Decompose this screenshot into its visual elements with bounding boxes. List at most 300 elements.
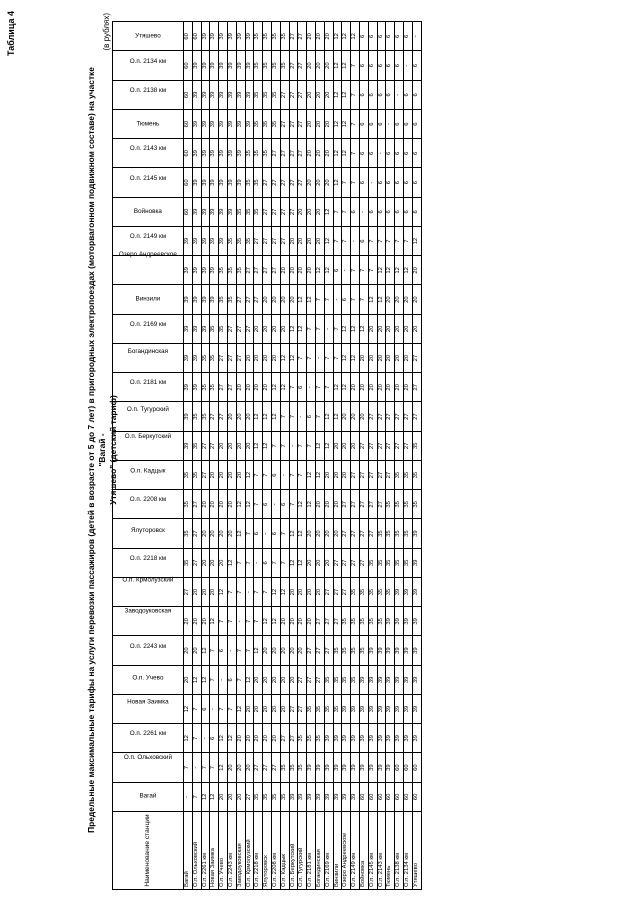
fare-cell: 35 <box>210 314 219 343</box>
fare-cell: 27 <box>236 344 245 373</box>
column-header <box>113 373 184 402</box>
fare-cell: 20 <box>280 665 289 694</box>
fare-cell: 12 <box>368 285 377 314</box>
fare-cell: 39 <box>192 197 201 226</box>
row-station-name: О.п. 2261 км <box>201 812 210 890</box>
fare-cell: 20 <box>236 724 245 753</box>
fare-cell: 20 <box>307 168 316 197</box>
fare-cell: 39 <box>219 227 228 256</box>
fare-cell: 39 <box>227 197 236 226</box>
fare-cell: 7 <box>307 314 316 343</box>
fare-cell: 35 <box>254 110 263 139</box>
fare-cell: 20 <box>236 753 245 782</box>
fare-cell: - <box>201 724 210 753</box>
fare-cell: 39 <box>210 197 219 226</box>
fare-cell: 12 <box>395 256 404 285</box>
column-header <box>113 782 184 811</box>
fare-cell: 6 <box>386 22 395 51</box>
column-header-label: О.п. Тугурский <box>126 405 169 413</box>
fare-cell: 12 <box>298 285 307 314</box>
fare-cell: 35 <box>377 578 386 607</box>
fare-cell: - <box>184 782 193 811</box>
fare-cell: 7 <box>307 431 316 460</box>
row-station-name: О.п. Учево <box>219 812 228 890</box>
fare-cell: 27 <box>377 431 386 460</box>
fare-cell: 27 <box>377 490 386 519</box>
column-header <box>113 431 184 460</box>
fare-cell: 12 <box>351 22 360 51</box>
table-row <box>254 22 263 890</box>
fare-cell: 12 <box>210 607 219 636</box>
fare-cell: 7 <box>351 256 360 285</box>
fare-cell: 12 <box>342 80 351 109</box>
fare-cell: 12 <box>315 256 324 285</box>
row-station-name: Вагай <box>184 812 193 890</box>
fare-cell: 12 <box>245 665 254 694</box>
fare-cell: 20 <box>192 607 201 636</box>
fare-cell: 27 <box>412 344 421 373</box>
fare-cell: 39 <box>377 724 386 753</box>
fare-cell: 20 <box>412 285 421 314</box>
column-header-label: О.п. 2143 км <box>129 145 166 153</box>
fare-cell: 27 <box>236 314 245 343</box>
fare-cell: 60 <box>395 753 404 782</box>
fare-cell: 7 <box>227 695 236 724</box>
fare-cell: 6 <box>359 80 368 109</box>
fare-cell: 12 <box>227 548 236 577</box>
fare-cell: 35 <box>263 22 272 51</box>
fare-cell: 39 <box>403 724 412 753</box>
fare-cell: 39 <box>227 22 236 51</box>
fare-cell: - <box>403 51 412 80</box>
fare-cell: 7 <box>236 548 245 577</box>
fare-cell: 35 <box>412 490 421 519</box>
fare-cell: 20 <box>342 461 351 490</box>
fare-cell: 7 <box>324 373 333 402</box>
fare-cell: 39 <box>184 285 193 314</box>
fare-cell: 6 <box>395 51 404 80</box>
fare-cell: 35 <box>298 724 307 753</box>
title-line-2: Утяшево" (детский тариф) <box>108 395 118 505</box>
table-row <box>368 22 377 890</box>
fare-cell: 12 <box>342 139 351 168</box>
fare-cell: 20 <box>324 168 333 197</box>
column-header-label: О.п. 2134 км <box>129 57 166 65</box>
fare-cell: 6 <box>377 22 386 51</box>
fare-cell: 35 <box>245 168 254 197</box>
fare-cell: - <box>395 80 404 109</box>
fare-cell: 20 <box>245 695 254 724</box>
fare-cell: 12 <box>333 110 342 139</box>
fare-cell: 7 <box>324 285 333 314</box>
fare-cell: 20 <box>298 578 307 607</box>
fare-cell: - <box>368 168 377 197</box>
fare-cell: 20 <box>219 461 228 490</box>
row-station-name: Новая Заимка <box>210 812 219 890</box>
fare-cell: - <box>377 139 386 168</box>
fare-cell: 6 <box>403 168 412 197</box>
fare-cell: 12 <box>289 344 298 373</box>
fare-cell: 12 <box>245 461 254 490</box>
fare-cell: 35 <box>403 548 412 577</box>
fare-cell: 35 <box>403 519 412 548</box>
fare-cell: 12 <box>333 139 342 168</box>
column-header-label: Тюмень <box>136 120 159 128</box>
fare-cell: 7 <box>368 227 377 256</box>
fare-cell: 39 <box>201 51 210 80</box>
row-station-name: О.п. 2145 км <box>368 812 377 890</box>
fare-cell: 12 <box>386 256 395 285</box>
fare-cell: 39 <box>236 51 245 80</box>
fare-cell: 27 <box>377 402 386 431</box>
fare-cell: 27 <box>289 110 298 139</box>
fare-cell: 35 <box>236 256 245 285</box>
fare-cell: 20 <box>359 344 368 373</box>
fare-cell: 39 <box>201 227 210 256</box>
fare-cell: 12 <box>324 197 333 226</box>
fare-cell: 20 <box>403 373 412 402</box>
fare-cell: 39 <box>192 373 201 402</box>
fare-cell: 20 <box>184 607 193 636</box>
fare-cell: 6 <box>307 402 316 431</box>
fare-cell: 39 <box>386 724 395 753</box>
fare-cell: 12 <box>280 344 289 373</box>
fare-cell: 39 <box>219 197 228 226</box>
fare-cell: 39 <box>395 607 404 636</box>
fare-cell: 20 <box>315 139 324 168</box>
fare-cell: 27 <box>324 636 333 665</box>
fare-cell: 6 <box>395 110 404 139</box>
fare-cell: 39 <box>201 197 210 226</box>
fare-cell: 20 <box>263 724 272 753</box>
fare-cell: 39 <box>184 402 193 431</box>
fare-cell: 35 <box>271 22 280 51</box>
fare-cell: 35 <box>289 753 298 782</box>
fare-cell: 6 <box>377 110 386 139</box>
fare-cell: 12 <box>359 314 368 343</box>
fare-cell: 20 <box>254 314 263 343</box>
fare-cell: 27 <box>280 197 289 226</box>
fare-cell: 7 <box>271 431 280 460</box>
fare-cell: - <box>315 344 324 373</box>
fare-cell: 7 <box>219 607 228 636</box>
fare-cell: 20 <box>280 285 289 314</box>
fare-cell: 20 <box>342 431 351 460</box>
fare-cell: 6 <box>368 80 377 109</box>
fare-cell: 20 <box>227 490 236 519</box>
fare-cell: 20 <box>201 578 210 607</box>
header-row <box>113 22 184 890</box>
fare-cell: 27 <box>280 80 289 109</box>
fare-cell: 27 <box>210 431 219 460</box>
fare-cell: 6 <box>386 51 395 80</box>
column-header <box>113 80 184 109</box>
row-station-name: О.п. 2138 км <box>395 812 404 890</box>
fare-cell: 20 <box>263 665 272 694</box>
tariff-table <box>112 21 422 890</box>
rotated-page <box>0 5 630 900</box>
fare-cell: 35 <box>395 548 404 577</box>
fare-cell: 7 <box>351 51 360 80</box>
fare-cell: 39 <box>236 139 245 168</box>
fare-cell: 35 <box>254 139 263 168</box>
fare-cell: - <box>307 373 316 402</box>
fare-cell: 6 <box>333 256 342 285</box>
column-header <box>113 607 184 636</box>
fare-cell: 20 <box>324 139 333 168</box>
fare-cell: 20 <box>254 665 263 694</box>
column-header <box>113 665 184 694</box>
fare-cell: 60 <box>184 80 193 109</box>
fare-cell: 12 <box>307 285 316 314</box>
column-header <box>113 724 184 753</box>
fare-cell: 20 <box>351 431 360 460</box>
fare-cell: 35 <box>333 665 342 694</box>
fare-cell: 20 <box>412 314 421 343</box>
fare-cell: 6 <box>412 80 421 109</box>
fare-cell: 20 <box>403 314 412 343</box>
fare-cell: 12 <box>307 490 316 519</box>
fare-cell: 39 <box>324 782 333 811</box>
fare-cell: 27 <box>351 461 360 490</box>
fare-cell: 27 <box>263 753 272 782</box>
fare-cell: 20 <box>280 636 289 665</box>
fare-cell: 20 <box>307 578 316 607</box>
fare-cell: 35 <box>395 490 404 519</box>
fare-cell: - <box>219 665 228 694</box>
table-row <box>333 22 342 890</box>
table-row <box>342 22 351 890</box>
fare-cell: 39 <box>377 636 386 665</box>
fare-cell: 27 <box>271 753 280 782</box>
fare-cell: 20 <box>359 402 368 431</box>
fare-cell: 35 <box>254 22 263 51</box>
fare-cell: 35 <box>395 519 404 548</box>
row-station-name: О.п. 2134 км <box>403 812 412 890</box>
fare-cell: 39 <box>333 782 342 811</box>
fare-cell: 27 <box>192 548 201 577</box>
fare-cell: 6 <box>386 80 395 109</box>
column-header-label: О.п. Крмолузский <box>121 576 173 584</box>
fare-cell: 39 <box>342 695 351 724</box>
column-header-label: О.п. Учево <box>131 674 164 682</box>
fare-cell: 7 <box>192 695 201 724</box>
fare-cell: 20 <box>280 256 289 285</box>
fare-cell: 7 <box>307 344 316 373</box>
fare-cell: 39 <box>359 724 368 753</box>
fare-cell: 39 <box>386 753 395 782</box>
fare-cell: 27 <box>386 402 395 431</box>
fare-cell: 39 <box>324 753 333 782</box>
table-row <box>236 22 245 890</box>
fare-cell: 20 <box>395 314 404 343</box>
fare-cell: 27 <box>324 607 333 636</box>
fare-cell: 6 <box>377 51 386 80</box>
fare-cell: 20 <box>254 724 263 753</box>
fare-cell: 12 <box>315 431 324 460</box>
fare-cell: 27 <box>412 402 421 431</box>
fare-cell: 27 <box>315 636 324 665</box>
fare-cell: 20 <box>254 344 263 373</box>
fare-cell: 12 <box>245 490 254 519</box>
fare-cell: 20 <box>315 227 324 256</box>
fare-cell: 7 <box>227 607 236 636</box>
fare-cell: 35 <box>263 139 272 168</box>
fare-cell: 27 <box>271 168 280 197</box>
fare-cell: - <box>263 519 272 548</box>
fare-cell: 39 <box>227 168 236 197</box>
fare-cell: 12 <box>403 256 412 285</box>
column-header <box>113 695 184 724</box>
fare-cell: 12 <box>280 373 289 402</box>
fare-cell: 7 <box>210 665 219 694</box>
fare-cell: 39 <box>210 80 219 109</box>
tariff-table-wrap <box>112 22 422 890</box>
fare-cell: 39 <box>184 344 193 373</box>
fare-cell: 39 <box>368 636 377 665</box>
fare-cell: 27 <box>219 373 228 402</box>
fare-cell: 20 <box>219 548 228 577</box>
fare-cell: 20 <box>298 256 307 285</box>
fare-cell: 7 <box>184 753 193 782</box>
fare-cell: 35 <box>403 461 412 490</box>
fare-cell: 35 <box>280 51 289 80</box>
column-header <box>113 51 184 80</box>
fare-cell: 39 <box>386 695 395 724</box>
fare-cell: 35 <box>219 285 228 314</box>
fare-cell: 27 <box>412 373 421 402</box>
fare-cell: 20 <box>271 695 280 724</box>
fare-cell: 35 <box>351 665 360 694</box>
fare-cell: 6 <box>351 197 360 226</box>
fare-cell: - <box>245 578 254 607</box>
fare-cell: 27 <box>315 607 324 636</box>
fare-cell: 7 <box>192 724 201 753</box>
fare-cell: 7 <box>351 285 360 314</box>
fare-cell: 39 <box>201 110 210 139</box>
table-row <box>263 22 272 890</box>
fare-cell: 39 <box>201 256 210 285</box>
column-header-label: О.п. 2149 км <box>129 233 166 241</box>
fare-cell: 27 <box>307 636 316 665</box>
fare-cell: 20 <box>289 607 298 636</box>
fare-cell: 20 <box>289 227 298 256</box>
row-station-name: О.п. 2143 км <box>377 812 386 890</box>
fare-cell: 39 <box>395 636 404 665</box>
fare-cell: 27 <box>210 402 219 431</box>
fare-cell: 7 <box>263 461 272 490</box>
fare-cell: 35 <box>359 636 368 665</box>
fare-cell: 35 <box>315 695 324 724</box>
fare-cell: - <box>227 636 236 665</box>
fare-cell: 39 <box>377 753 386 782</box>
fare-cell: 39 <box>210 22 219 51</box>
fare-cell: 6 <box>412 139 421 168</box>
fare-cell: 7 <box>342 227 351 256</box>
fare-cell: 12 <box>412 227 421 256</box>
fare-cell: 39 <box>324 724 333 753</box>
fare-cell: 6 <box>377 168 386 197</box>
fare-cell: 27 <box>271 227 280 256</box>
fare-cell: 35 <box>236 227 245 256</box>
fare-cell: 35 <box>219 314 228 343</box>
fare-cell: 20 <box>192 578 201 607</box>
fare-cell: 35 <box>386 548 395 577</box>
row-station-name: О.п. 2218 км <box>254 812 263 890</box>
fare-cell: 20 <box>386 285 395 314</box>
fare-cell: 6 <box>201 695 210 724</box>
fare-cell: 39 <box>227 110 236 139</box>
fare-cell: 20 <box>271 724 280 753</box>
fare-cell: 27 <box>184 578 193 607</box>
fare-cell: 7 <box>227 578 236 607</box>
fare-cell: 27 <box>254 256 263 285</box>
row-station-name: О.п. 2181 км <box>307 812 316 890</box>
fare-cell: 20 <box>184 636 193 665</box>
fare-cell: 39 <box>289 782 298 811</box>
row-station-name: О.п. 2149 км <box>351 812 360 890</box>
fare-cell: 20 <box>236 402 245 431</box>
fare-cell: 35 <box>254 168 263 197</box>
fare-cell: 6 <box>403 139 412 168</box>
fare-cell: 7 <box>245 519 254 548</box>
fare-cell: 35 <box>307 724 316 753</box>
fare-cell: 35 <box>271 782 280 811</box>
row-station-name: О.п. Кадцык <box>280 812 289 890</box>
fare-cell: 6 <box>386 197 395 226</box>
column-header <box>113 578 184 607</box>
column-header <box>113 139 184 168</box>
fare-cell: 60 <box>184 22 193 51</box>
fare-cell: 39 <box>210 168 219 197</box>
fare-cell: 7 <box>315 402 324 431</box>
fare-cell: 20 <box>377 344 386 373</box>
fare-cell: 20 <box>210 578 219 607</box>
fare-cell: 27 <box>219 344 228 373</box>
column-header <box>113 285 184 314</box>
fare-cell: 20 <box>210 548 219 577</box>
fare-cell: 12 <box>201 636 210 665</box>
fare-cell: 39 <box>412 636 421 665</box>
fare-cell: 39 <box>219 139 228 168</box>
fare-cell: 39 <box>236 110 245 139</box>
fare-cell: 20 <box>386 344 395 373</box>
fare-cell: 7 <box>403 227 412 256</box>
column-header <box>113 402 184 431</box>
fare-cell: 20 <box>227 753 236 782</box>
fare-cell: 27 <box>280 139 289 168</box>
fare-cell: 20 <box>315 578 324 607</box>
fare-cell: 7 <box>289 461 298 490</box>
fare-cell: 6 <box>412 51 421 80</box>
fare-cell: 27 <box>403 402 412 431</box>
fare-cell: 12 <box>254 431 263 460</box>
fare-cell: 39 <box>395 665 404 694</box>
fare-cell: 39 <box>192 344 201 373</box>
fare-cell: 60 <box>192 22 201 51</box>
column-header <box>113 168 184 197</box>
fare-cell: 39 <box>342 782 351 811</box>
fare-cell: 12 <box>201 782 210 811</box>
fare-cell: 35 <box>192 402 201 431</box>
fare-cell: 20 <box>192 636 201 665</box>
fare-cell: 27 <box>298 695 307 724</box>
fare-cell: 12 <box>333 373 342 402</box>
fare-cell: 39 <box>219 168 228 197</box>
fare-cell: 35 <box>192 461 201 490</box>
column-header-label: Вагай <box>139 792 156 800</box>
fare-cell: 27 <box>298 139 307 168</box>
